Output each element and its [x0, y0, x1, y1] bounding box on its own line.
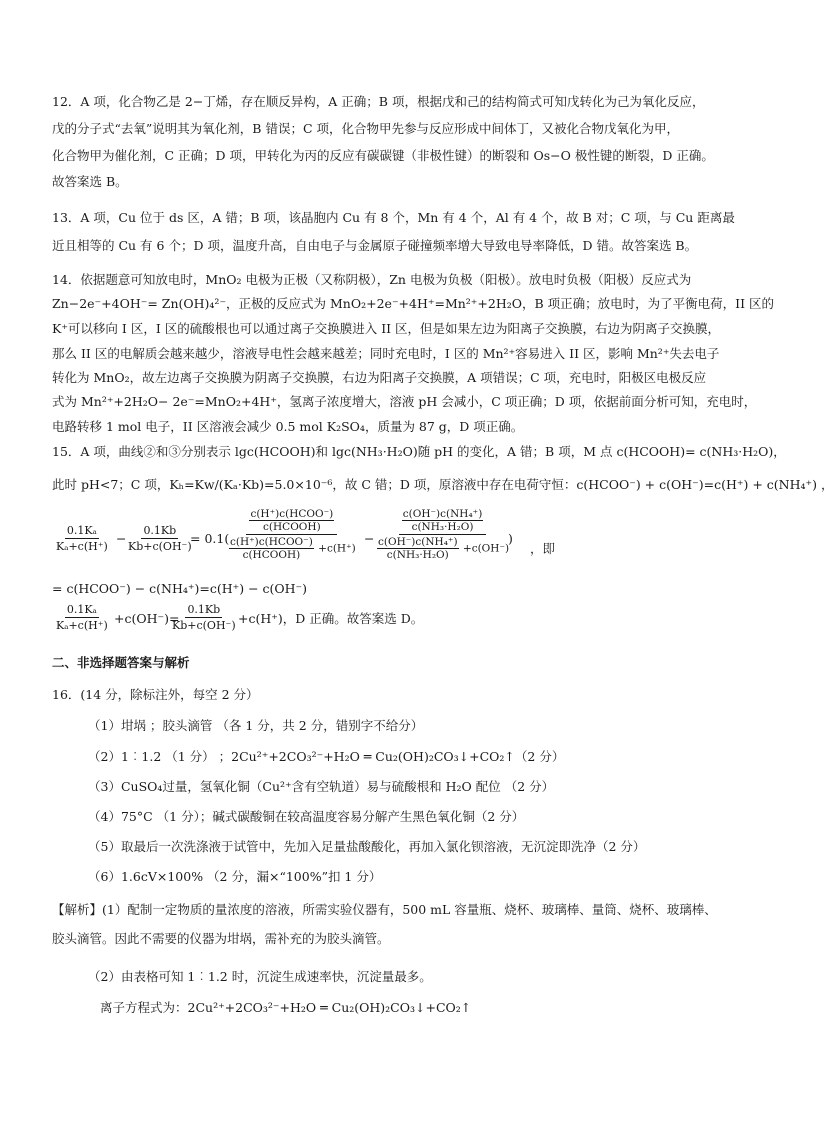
q14-line-7: 电路转移 1 mol 电子，II 区溶液会减少 0.5 mol K₂SO₄，质量为 87 g，D 项正确。 — [52, 419, 524, 434]
q14-line-4: 那么 II 区的电解质会越来越少，溶液导电性会越来越差；同时充电时，I 区的 Mn²⁺容易进入 II 区，影响 Mn²⁺失去电子 — [52, 346, 720, 361]
nested-frac-1-den: c(HCOOH) — [263, 521, 321, 533]
q16-item-4: （4）75°C （1 分）；碱式碳酸铜在较高温度容易分解产生黑色氧化铜（2 分） — [88, 809, 525, 824]
nested-frac-1-num: c(H⁺)c(HCOO⁻) — [250, 508, 334, 520]
nested-frac-3-num: c(OH⁻)c(NH₄⁺) — [402, 508, 483, 520]
q14-line-6: 式为 Mn²⁺+2H₂O− 2e⁻=MnO₂+4H⁺，氢离子浓度增大，溶液 pH 会减小，C 项正确；D 项，依据前面分析可知，充电时， — [52, 394, 757, 409]
big-frac-hcooh-den — [226, 535, 358, 561]
minus-sign-2: − — [364, 531, 375, 546]
q12-line-4: 故答案选 B。 — [52, 174, 128, 189]
nested-frac-3-den: c(NH₃·H₂O) — [411, 521, 474, 533]
q14-line-1: 14．依据题意可知放电时，MnO₂ 电极为正极（又称阴极），Zn 电极为负极（阳极）。放电时负极（阳极）反应式为 — [52, 272, 692, 287]
frac-kb-num: 0.1Kb — [143, 524, 177, 537]
q13-line-2: 近且相等的 Cu 有 6 个；D 项，温度升高，自由电子与金属原子碰撞频率增大导致电导率降低，D 错。故答案选 B。 — [52, 238, 698, 253]
frac-kb-2-den: Kb+c(OH⁻) — [172, 619, 236, 632]
frac-ka — [54, 524, 110, 553]
q14-line-5: 转化为 MnO₂，故左边离子交换膜为阴离子交换膜，右边为阳离子交换膜，A 项错误；C 项，充电时，阳极区电极反应 — [52, 370, 707, 385]
q15-line-2: 此时 pH<7；C 项，Kₕ=Kw/(Kₐ·Kb)=5.0×10⁻⁶，故 C 错；D 项，原溶液中存在电荷守恒：c(HCOO⁻) + c(OH⁻)=c(H⁺) + c(NH₄⁺) ， — [52, 477, 833, 492]
minus-sign: − — [116, 531, 127, 546]
frac-kb-2-num: 0.1Kb — [187, 603, 221, 616]
q16-head: 16．(14 分，除标注外，每空 2 分） — [52, 687, 259, 702]
q16-item-2: （2）1︰1.2 （1 分） ；2Cu²⁺+2CO₃²⁻+H₂O ═ Cu₂(OH)₂CO₃↓+CO₂↑（2 分） — [88, 749, 565, 764]
q16-analysis-3: （2）由表格可知 1︰1.2 时，沉淀生成速率快，沉淀量最多。 — [88, 969, 432, 984]
mid-text: +c(OH⁻)= — [114, 611, 180, 626]
q16-analysis-1: 【解析】(1）配制一定物质的量浓度的溶液，所需实验仪器有，500 mL 容量瓶、烧杯、玻璃棒、量筒、烧杯、玻璃棒、 — [52, 902, 717, 917]
nested-frac-2-tail: +c(H⁺) — [318, 542, 356, 555]
big-frac-nh3 — [374, 508, 511, 561]
nested-frac-1 — [249, 508, 334, 533]
section-heading: 二、非选择题答案与解析 — [52, 655, 190, 670]
frac-ka-2-den: Kₐ+c(H⁺) — [56, 619, 108, 632]
q12-line-1: 12．A 项，化合物乙是 2−丁烯，存在顺反异构，A 正确；B 项，根据戊和己的结构简式可知戊转化为己为氧化反应， — [52, 94, 705, 109]
big-frac-nh3-den — [374, 535, 511, 561]
equals-open: = 0.1( — [190, 531, 230, 546]
q16-analysis-4: 离子方程式为：2Cu²⁺+2CO₃²⁻+H₂O ═ Cu₂(OH)₂CO₃↓+CO₂↑ — [100, 1000, 472, 1015]
q14-line-2: Zn−2e⁻+4OH⁻= Zn(OH)₄²⁻，正极的反应式为 MnO₂+2e⁻+4H⁺=Mn²⁺+2H₂O，B 项正确；放电时，为了平衡电荷，II 区的 — [52, 296, 774, 311]
nested-frac-4-den: c(NH₃·H₂O) — [386, 549, 449, 561]
nested-frac-2-num: c(H⁺)c(HCOO⁻) — [230, 536, 313, 548]
q16-analysis-2: 胶头滴管。因此不需要的仪器为坩埚，需补充的为胶头滴管。 — [52, 931, 390, 946]
frac-ka-2-num: 0.1Kₐ — [66, 603, 97, 616]
q12-line-3: 化合物甲为催化剂，C 正确；D 项，甲转化为丙的反应有碳碳键（非极性键）的断裂和 Os−O 极性键的断裂，D 正确。 — [52, 148, 714, 163]
nested-frac-4-num: c(OH⁻)c(NH₄⁺) — [378, 536, 458, 548]
frac-ka-num: 0.1Kₐ — [66, 524, 97, 537]
big-frac-hcooh-num — [246, 508, 337, 535]
q15-line-4: = c(HCOO⁻) − c(NH₄⁺)=c(H⁺) − c(OH⁻) — [52, 581, 308, 596]
q16-item-6: （6）1.6cV×100% （2 分，漏×“100%”扣 1 分） — [88, 869, 382, 884]
frac-ka-2 — [54, 603, 110, 632]
q16-item-5: （5）取最后一次洗涤液于试管中，先加入足量盐酸酸化，再加入氯化钡溶液，无沉淀即洗净（2 分） — [88, 839, 646, 854]
nested-frac-2 — [229, 536, 314, 561]
nested-frac-4 — [377, 536, 459, 561]
frac-ka-den: Kₐ+c(H⁺) — [56, 540, 108, 553]
ji-text: ，即 — [530, 541, 556, 556]
big-frac-nh3-num — [399, 508, 487, 535]
nested-frac-2-den: c(HCOOH) — [242, 549, 301, 561]
q16-item-3: （3）CuSO₄过量，氢氧化铜（Cu²⁺含有空轨道）易与硫酸根和 H₂O 配位 （2 分） — [88, 779, 555, 794]
tail-text: +c(H⁺)，D 正确。故答案选 D。 — [238, 611, 424, 626]
big-frac-hcooh — [226, 508, 358, 561]
close-paren: ) — [508, 531, 513, 546]
q13-line-1: 13．A 项，Cu 位于 ds 区，A 错；B 项，该晶胞内 Cu 有 8 个，Mn 有 4 个，Al 有 4 个，故 B 对；C 项，与 Cu 距离最 — [52, 210, 735, 225]
q12-line-2: 戊的分子式“去氧”说明其为氧化剂，B 错误；C 项，化合物甲先参与反应形成中间体丁，又被化合物戊氧化为甲， — [52, 121, 679, 136]
nested-frac-4-tail: +c(OH⁻) — [462, 542, 510, 555]
q14-line-3: K⁺可以移向 I 区，I 区的硫酸根也可以通过离子交换膜进入 II 区，但是如果左边为阳离子交换膜，右边为阴离子交换膜， — [52, 321, 721, 336]
frac-kb-2 — [170, 603, 238, 632]
q16-item-1: （1）坩埚 ；胶头滴管 （各 1 分，共 2 分，错别字不给分） — [88, 718, 424, 733]
frac-kb — [126, 524, 194, 553]
q15-line-1: 15．A 项，曲线②和③分别表示 lgc(HCOOH)和 lgc(NH₃·H₂O)随 pH 的变化，A 错；B 项，M 点 c(HCOOH)= c(NH₃·H₂O)， — [52, 444, 786, 459]
nested-frac-3 — [402, 508, 484, 533]
frac-kb-den: Kb+c(OH⁻) — [128, 540, 192, 553]
